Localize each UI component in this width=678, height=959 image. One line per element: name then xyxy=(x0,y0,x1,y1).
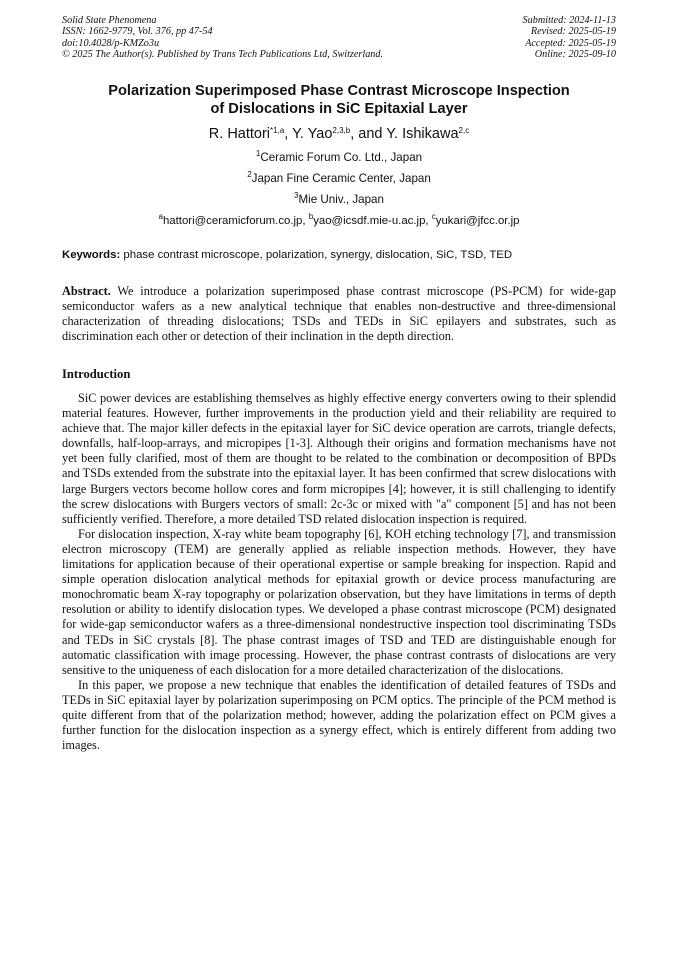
introduction-body xyxy=(62,391,616,753)
doi-line[interactable]: doi:10.4028/p-KMZo3u xyxy=(62,37,160,49)
affiliation-marker: 1 xyxy=(255,149,261,158)
keywords-text: phase contrast microscope, polarization, synergy, dislocation, SiC, TSD, TED xyxy=(120,249,513,261)
online-date: Online: 2025-09-10 xyxy=(534,49,616,61)
author-3-marks: 2,c xyxy=(458,126,470,135)
introduction-heading: Introduction xyxy=(62,367,131,381)
abstract-paragraph xyxy=(62,284,616,344)
author-3: Y. Ishikawa xyxy=(386,126,459,142)
author-1-marks: *1,a xyxy=(270,126,285,135)
author-1: R. Hattori xyxy=(208,126,271,142)
keywords-line xyxy=(62,248,616,262)
author-2-marks: 2,3,b xyxy=(332,126,351,135)
copyright-line: © 2025 The Author(s). Published by Trans Tech Publications Ltd, Switzerland. xyxy=(62,49,384,61)
publication-info xyxy=(62,15,383,61)
affiliation-3 xyxy=(62,193,616,207)
email-marker-c: c xyxy=(431,212,436,221)
affiliation-marker: 2 xyxy=(247,170,252,179)
abstract-text: We introduce a polarization superimposed phase contrast microscope (PS-PCM) for wide-gap semiconductor wafers as a new analytical technique that enables non-destructive and three-dimensional characterization of threading dislocations; TSDs and TEDs in SiC epilayers and substrates, such as discrimination each other or detection of their inclination in the depth direction. xyxy=(62,284,616,344)
author-emails: $^a$hattori@ceramicforum.co.jp, $^b$yao@icsdf.mie-u.ac.jp, $^c$yukari@jfcc.or.jp xyxy=(158,212,520,227)
title-line-1: Polarization Superimposed Phase Contrast Microscope Inspection xyxy=(108,83,570,99)
submitted-date: Submitted: 2024-11-13 xyxy=(522,15,616,26)
intro-paragraph-3: In this paper, we propose a new technique that enables the identification of detailed features of TSDs and TEDs in SiC epitaxial layer by polarization superimposing on PCM optics. The principle of the PCM method is quite different from that of the polarization method; however, adding the polarization effect on PCM gives a further function for the dislocation inspection as a synergy effect, which is entirely different from adding two images. xyxy=(62,677,616,753)
accepted-date: Accepted: 2025-05-19 xyxy=(525,37,616,49)
affiliation-text: Ceramic Forum Co. Ltd., Japan xyxy=(260,151,423,164)
paper-title xyxy=(62,82,616,118)
journal-name: Solid State Phenomena xyxy=(62,15,157,26)
keywords-label: Keywords: xyxy=(62,249,121,261)
author-separator: , and xyxy=(350,126,387,142)
revised-date: Revised: 2025-05-19 xyxy=(530,26,616,38)
author-separator: , xyxy=(284,126,293,142)
author-list xyxy=(62,125,616,143)
email-a[interactable]: hattori@ceramicforum.co.jp xyxy=(162,215,303,227)
publication-dates xyxy=(523,15,616,61)
email-b[interactable]: yao@icsdf.mie-u.ac.jp xyxy=(313,215,426,227)
email-c[interactable]: yukari@jfcc.or.jp xyxy=(435,215,520,227)
affiliation-1 xyxy=(62,151,616,165)
affiliation-text: Mie Univ., Japan xyxy=(298,193,384,206)
abstract-label: Abstract. xyxy=(62,284,111,298)
affiliation-marker: 3 xyxy=(294,191,299,200)
affiliation-2 xyxy=(62,172,616,186)
intro-paragraph-2: For dislocation inspection, X-ray white beam topography [6], KOH etching technology [7], and transmission electron microscopy (TEM) are generally applied as reliable inspection methods. However, they have limitations for application because of their operational expertise or sample breaking for inspection. Rapid and simple operation dislocation analytical methods for epitaxial growth or device process manufacturing are monochromatic beam X-ray topography or polarization observation, but they have limitations in terms of depth resolution or ability to identify dislocation types. We developed a phase contrast microscope (PCM) designated for wide-gap semiconductor wafers as a three-dimensional nondestructive inspection tool discriminating TSDs and TEDs in SiC crystals [8]. The phase contrast images of TSD and TED are distinguishable enough for automatic classification with image processing. However, the phase contrast contrasts of dislocations are very sensitive to the uniqueness of each dislocation for a more detailed characterization of the dislocations. xyxy=(62,526,616,677)
issn-line: ISSN: 1662-9779, Vol. 376, pp 47-54 xyxy=(62,26,213,38)
email-marker-b: b xyxy=(308,212,314,221)
title-line-2: of Dislocations in SiC Epitaxial Layer xyxy=(210,101,468,117)
email-marker-a: a xyxy=(158,212,163,221)
intro-paragraph-1: SiC power devices are establishing themselves as highly effective energy converters owing to their splendid material features. However, further improvements in the production yield and their reliability are required to achieve that. The major killer defects in the epitaxial layer for SiC device operation are carrots, triangle defects, downfalls, half-loop-arrays, and micropipes [1-3]. Although their origins and formation mechanisms have not yet been fully clarified, most of them are thought to be related to the combination or decomposition of BPDs and TSDs extended from the substrate into the epitaxial layer. It has been confirmed that screw dislocations with large Burgers vectors become hollow cores and form micropipes [4]; however, it is still challenging to identify the screw dislocations with Burgers vectors of small: 2c-3c or mixed with "a" component [5] and has not been sufficiently verified. Therefore, a more detailed TSD related dislocation inspection is required. xyxy=(62,391,616,526)
affiliation-text: Japan Fine Ceramic Center, Japan xyxy=(251,172,431,185)
author-2: Y. Yao xyxy=(292,126,333,142)
